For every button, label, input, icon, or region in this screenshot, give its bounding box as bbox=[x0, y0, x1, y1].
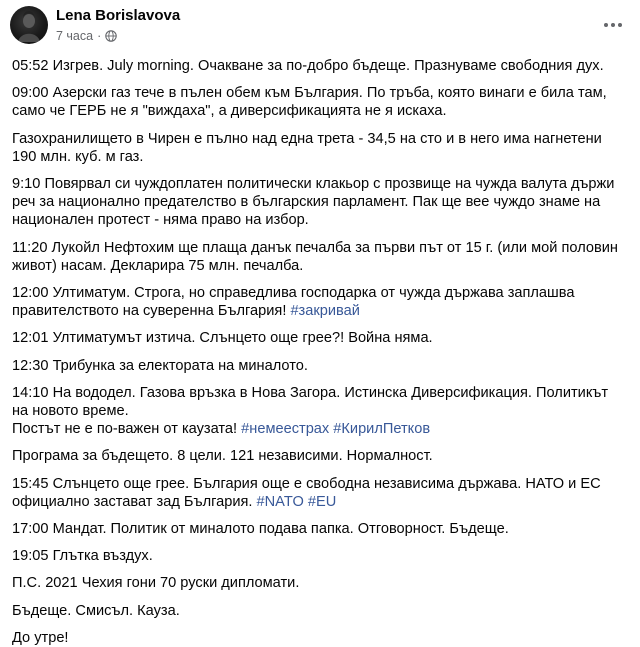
post-paragraph bbox=[12, 447, 628, 465]
paragraph-text: 12:01 Ултиматумът изтича. Слънцето още грее?! Война няма. bbox=[12, 330, 433, 347]
post-paragraph bbox=[12, 84, 628, 120]
more-options-button[interactable] bbox=[598, 10, 628, 40]
post-paragraph bbox=[12, 175, 628, 230]
post-body bbox=[0, 50, 640, 647]
paragraph-text: Бъдеще. Смисъл. Кауза. bbox=[12, 602, 180, 619]
paragraph-text: До утре! bbox=[12, 629, 69, 646]
post-paragraph bbox=[12, 574, 628, 592]
post-paragraph bbox=[12, 329, 628, 347]
post-paragraph bbox=[12, 384, 628, 439]
post-header bbox=[0, 0, 640, 50]
author-avatar[interactable] bbox=[10, 6, 48, 44]
paragraph-text: 05:52 Изгрев. July morning. Очакване за по-добро бъдеще. Празнуваме свободния дух. bbox=[12, 58, 604, 74]
paragraph-text: 11:20 Лукойл Нефтохим ще плаща данък печалба за първи път от 15 г. (или мой половин живот) насам. Декларира 75 млн. печалба. bbox=[12, 239, 618, 274]
paragraph-text: Програма за бъдещето. 8 цели. 121 независими. Нормалност. bbox=[12, 448, 433, 465]
post-paragraph bbox=[12, 57, 628, 75]
paragraph-text: 9:10 Повярвал си чуждоплатен политически клакьор с прозвище на чужда валута държи реч за национално предателство в българския парламент. Пак ще вее чуждо знаме на национален протест - няма право на избор. bbox=[12, 176, 615, 229]
paragraph-text: Газохранилището в Чирен е пълно над една трета - 34,5 на сто и в него има нагнетени 190 млн. куб. м газ. bbox=[12, 130, 602, 165]
author-name[interactable]: Lena Borislavova bbox=[56, 7, 181, 24]
post-paragraph bbox=[12, 284, 628, 320]
hashtag-link[interactable]: #немеестрах bbox=[241, 421, 330, 438]
post-paragraph bbox=[12, 547, 628, 565]
avatar-photo-icon bbox=[10, 6, 48, 44]
post-time[interactable]: 7 часа bbox=[56, 29, 94, 43]
paragraph-text: 17:00 Мандат. Политик от миналото подава папка. Отговорност. Бъдеще. bbox=[12, 521, 509, 538]
post-paragraph bbox=[12, 130, 628, 166]
post-meta bbox=[56, 29, 117, 43]
hashtag-link[interactable]: #EU bbox=[307, 493, 337, 510]
paragraph-text: 09:00 Азерски газ тече в пълен обем към България. По тръба, която винаги е била там, само че ГЕРБ не я "виждаха", а диверсификацията не я искаха. bbox=[12, 85, 607, 120]
hashtag-link[interactable]: #закривай bbox=[290, 303, 360, 320]
paragraph-text: П.С. 2021 Чехия гони 70 руски дипломати. bbox=[12, 575, 300, 592]
paragraph-text: 12:30 Трибунка за електората на миналото. bbox=[12, 357, 308, 374]
ellipsis-icon bbox=[603, 22, 623, 28]
paragraph-text-line2: Постът не е по-важен от каузата! bbox=[12, 421, 242, 438]
meta-separator: · bbox=[97, 29, 102, 43]
paragraph-text: 12:00 Ултиматум. Строга, но справедлива господарка от чужда държава заплашва правителството на суверенна България! bbox=[12, 285, 575, 320]
paragraph-text: 19:05 Глътка въздух. bbox=[12, 548, 153, 565]
post-paragraph bbox=[12, 602, 628, 620]
post-paragraph bbox=[12, 475, 628, 511]
hashtag-link[interactable]: #NATO bbox=[256, 493, 304, 510]
post-paragraph bbox=[12, 520, 628, 538]
post-paragraph bbox=[12, 629, 628, 647]
post-paragraph bbox=[12, 239, 628, 275]
paragraph-text: 15:45 Слънцето още грее. България още е свободна независима държава. НАТО и ЕС официално застават зад България. bbox=[12, 475, 601, 510]
paragraph-text: 14:10 На вододел. Газова връзка в Нова Загора. Истинска Диверсификация. Политикът на новото време. bbox=[12, 384, 609, 420]
globe-icon[interactable] bbox=[105, 30, 117, 42]
hashtag-link[interactable]: #КирилПетков bbox=[333, 421, 431, 438]
post-paragraph bbox=[12, 357, 628, 375]
